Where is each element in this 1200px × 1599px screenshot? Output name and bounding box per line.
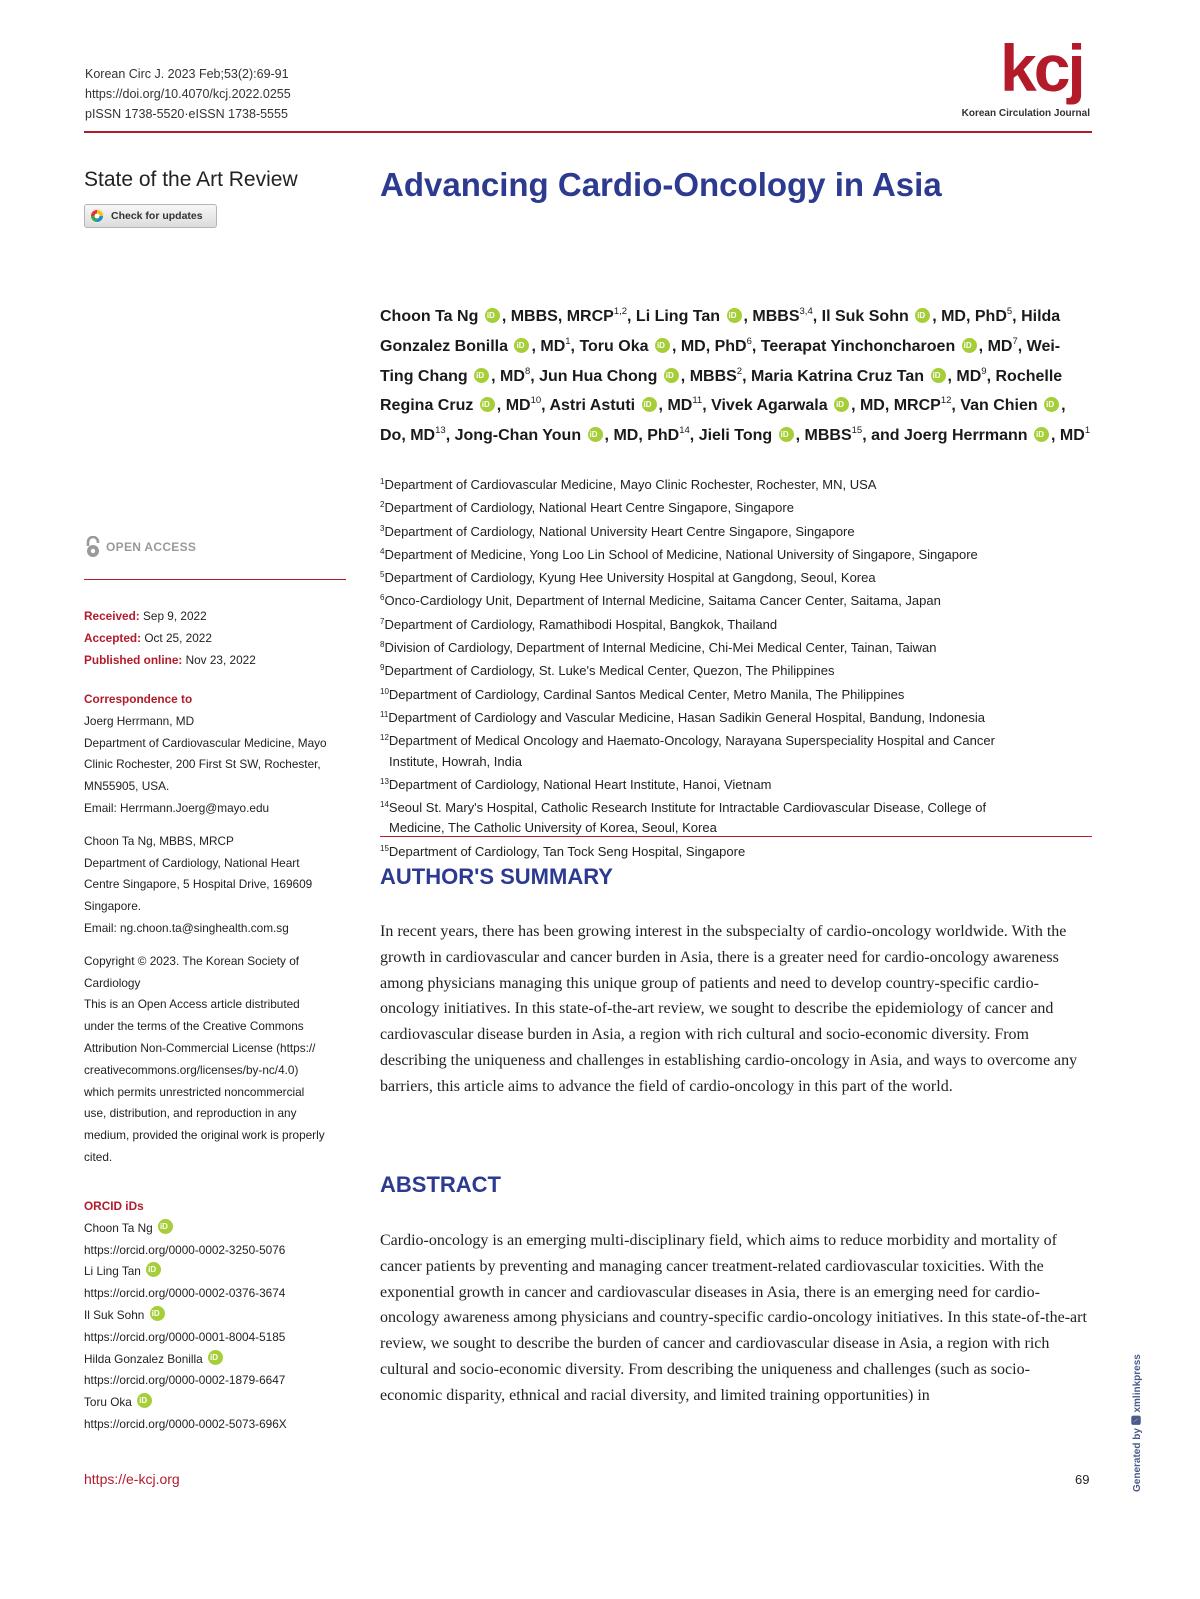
author-affiliation-sup: 14: [679, 425, 690, 437]
affiliation-number: 9: [380, 663, 385, 673]
orcid-icon[interactable]: [727, 308, 742, 323]
orcid-label: ORCID iDs: [84, 1199, 144, 1213]
author-affiliation-sup: 2: [736, 365, 743, 377]
orcid-link[interactable]: https://orcid.org/0000-0002-5073-696X: [84, 1416, 287, 1431]
header-divider: [84, 131, 1092, 133]
author-affiliation-sup: 7: [1012, 335, 1018, 347]
orcid-link[interactable]: https://orcid.org/0000-0002-3250-5076: [84, 1242, 286, 1257]
affiliation-text: Department of Medicine, Yong Loo Lin School of Medicine, National University of Singapore, Singapore: [384, 546, 978, 562]
article-dates: [84, 606, 359, 671]
corr1-address-line: MN55905, USA.: [84, 779, 170, 794]
author-degree: , MD: [658, 397, 693, 415]
check-updates-label: Check for updates: [111, 210, 203, 222]
author-name: Maria Katrina Cruz Tan: [750, 367, 925, 385]
affiliation-text: Department of Cardiology, National Heart Centre Singapore, Singapore: [384, 500, 794, 516]
author-name: Jieli Tong: [698, 427, 773, 445]
corr2-address-line: Singapore.: [84, 899, 142, 914]
orcid-author-name: Hilda Gonzalez Bonilla: [84, 1351, 203, 1366]
affiliation-text: Department of Cardiology, Tan Tock Seng Hospital, Singapore: [388, 843, 746, 859]
author-name: Van Chien: [960, 397, 1038, 415]
author-separator: ,: [627, 308, 636, 325]
journal-url[interactable]: https://e-kcj.org: [84, 1471, 180, 1487]
author-separator: ,: [541, 397, 550, 415]
affiliation-item: [380, 795, 1092, 839]
article-type: State of the Art Review: [84, 168, 298, 191]
author-separator: ,: [1017, 337, 1027, 355]
affiliation-number: 13: [380, 776, 389, 786]
abstract-text: Cardio-oncology is an emerging multi-disciplinary field, which aims to reduce morbidity and mortality of cancer patients by preventing and managing cancer treatment-related cardiovascular toxicities. With the exponential growth in cancer and cardiovascular diseases in Asia, there is an emerging need for cardio-oncology awareness among physicians and country-specific cardio-oncology initiatives. In this state-of-the-art review, we sought to describe the burden of cancer and cardiovascular disease in Asia, a region with rich cultural and socio-economic diversity. From describing the uniqueness and challenges (such as socio-economic disparity, ethnical and racial diversity, and limited training opportunities) in: [380, 1232, 1087, 1404]
corr2-email[interactable]: Email: ng.choon.ta@singhealth.com.sg: [84, 920, 289, 935]
orcid-icon[interactable]: [834, 397, 849, 412]
author-name: Hilda Gonzalez Bonilla: [380, 308, 1061, 355]
author-affiliation-sup: 8: [524, 365, 531, 377]
affiliation-number: 14: [380, 800, 389, 810]
crossmark-icon: [89, 208, 105, 224]
open-access-badge: [84, 536, 196, 558]
license-line: medium, provided the original work is properly: [84, 1128, 325, 1143]
author-name: Teerapat Yinchoncharoen: [760, 337, 956, 355]
affiliation-number: 5: [380, 570, 385, 580]
author-separator: ,: [702, 397, 712, 415]
orcid-author-name: Li Ling Tan: [84, 1264, 141, 1279]
orcid-author-name: Toru Oka: [84, 1395, 132, 1410]
license-line: Attribution Non-Commercial License (https://: [84, 1040, 316, 1055]
author-name: Li Ling Tan: [635, 308, 721, 325]
author-name: Rochelle Regina Cruz: [380, 367, 1063, 415]
corr2-name: Choon Ta Ng, MBBS, MRCP: [84, 833, 234, 848]
author-affiliation-sup: 3,4: [799, 306, 813, 317]
doi-link[interactable]: https://doi.org/10.4070/kcj.2022.0255: [85, 87, 291, 101]
author-degree: , Do, MD: [380, 397, 1066, 445]
author-separator: ,: [812, 308, 822, 325]
affiliation-text: Seoul St. Mary's Hospital, Catholic Research Institute for Intractable Cardiovascular Disease, College of: [388, 800, 987, 816]
affiliation-item: [380, 728, 1092, 772]
orcid-icon[interactable]: [664, 368, 679, 383]
author-degree: , MBBS, MRCP: [501, 308, 614, 325]
generator-text: Generated by 🆇 xmlinkpress: [1132, 1354, 1143, 1492]
author-separator: ,: [689, 427, 699, 445]
journal-name: Korean Circulation Journal: [961, 108, 1090, 119]
author-separator: ,: [986, 367, 996, 385]
orcid-icon[interactable]: [655, 338, 670, 353]
author-name: Vivek Agarwala: [711, 397, 828, 415]
affiliation-item: [380, 565, 1092, 588]
author-separator: ,: [445, 427, 455, 445]
author-affiliation-sup: 12: [940, 395, 952, 407]
author-degree: , MD: [1051, 427, 1085, 445]
generator-mark: [1128, 1354, 1144, 1492]
affiliation-number: 8: [380, 640, 385, 650]
author-degree: , MD: [947, 367, 982, 385]
affiliation-number: 10: [380, 686, 389, 696]
author-name: Astri Astuti: [549, 397, 636, 415]
correspondence: [84, 689, 359, 1169]
author-affiliation-sup: 10: [530, 395, 542, 407]
license-line: cited.: [84, 1149, 113, 1164]
affiliation-item: [380, 588, 1092, 611]
orcid-icon[interactable]: [915, 308, 930, 323]
orcid-icon[interactable]: [208, 1350, 223, 1365]
orcid-icon[interactable]: [146, 1262, 161, 1277]
sidebar-divider: [84, 579, 346, 580]
orcid-icon[interactable]: [779, 427, 794, 442]
received-label: Received:: [84, 609, 140, 623]
affiliation-text: Department of Cardiology, National University Heart Centre Singapore, Singapore: [384, 523, 855, 539]
affiliation-item: [380, 705, 1092, 728]
author-degree: , MD, PhD: [671, 337, 747, 355]
affiliation-number: 12: [380, 733, 389, 743]
published-label: Published online:: [84, 652, 183, 667]
affiliation-text: Department of Cardiology and Vascular Medicine, Hasan Sadikin General Hospital, Bandung, Indonesia: [388, 709, 985, 725]
article-title: Advancing Cardio-Oncology in Asia: [380, 166, 942, 203]
citation: Korean Circ J. 2023 Feb;53(2):69-91: [85, 67, 289, 81]
author-degree: , MD: [491, 367, 525, 385]
affiliation-item: [380, 635, 1092, 658]
affiliation-text: Department of Cardiology, Ramathibodi Hospital, Bangkok, Thailand: [384, 616, 778, 632]
affiliation-text-continued: Institute, Howrah, India: [389, 753, 522, 769]
orcid-icon[interactable]: [150, 1306, 165, 1321]
author-separator: ,: [530, 367, 540, 385]
author-degree: , MD: [978, 337, 1013, 355]
license-line: use, distribution, and reproduction in any: [84, 1106, 297, 1121]
author-name: Il Suk Sohn: [821, 308, 909, 325]
author-name: and Joerg Herrmann: [871, 427, 1028, 445]
affiliation-item: [380, 772, 1092, 795]
author-affiliation-sup: 15: [851, 425, 863, 437]
page-number: 69: [1075, 1472, 1090, 1487]
affiliation-text: Department of Cardiology, National Heart Institute, Hanoi, Vietnam: [388, 776, 772, 792]
orcid-icon[interactable]: [480, 397, 495, 412]
orcid-author-name: Choon Ta Ng: [84, 1220, 153, 1235]
check-updates-button[interactable]: [84, 204, 217, 228]
author-separator: ,: [862, 427, 872, 445]
received-date: Sep 9, 2022: [143, 609, 207, 623]
affiliation-text: Department of Cardiology, Cardinal Santos Medical Center, Metro Manila, The Philippines: [388, 686, 905, 702]
author-affiliation-sup: 9: [981, 365, 987, 377]
authors-summary-text: In recent years, there has been growing interest in the subspecialty of cardio-oncology worldwide. With the growth in cardiovascular and cancer burden in Asia, there is a greater need for cardio-oncology awareness among physicians managing this unique group of patients and need to develop country-specific cardio-oncology initiatives. In this state-of-the-art review, we sought to describe the epidemiology of cancer and cardiovascular disease burden in Asia, a region with rich cultural and socio-economic diversity. From describing the uniqueness and challenges in establishing cardio-oncology in Asia, and ways to overcome any barriers, this article aims to advance the field of cardio-oncology in this part of the world.: [380, 923, 1078, 1095]
issn: pISSN 1738-5520·eISSN 1738-5555: [85, 107, 288, 121]
corr1-address-line: Department of Cardiovascular Medicine, Mayo: [84, 735, 327, 750]
orcid-link[interactable]: https://orcid.org/0000-0002-0376-3674: [84, 1286, 286, 1301]
published-date: Nov 23, 2022: [185, 652, 256, 667]
license-line: creativecommons.org/licenses/by-nc/4.0): [84, 1062, 299, 1077]
author-degree: , MD: [531, 337, 566, 355]
affiliation-item: [380, 682, 1092, 705]
orcid-icon[interactable]: [474, 368, 489, 383]
affiliation-text: Department of Cardiovascular Medicine, Mayo Clinic Rochester, Rochester, MN, USA: [384, 477, 877, 492]
journal-logo: [961, 31, 1100, 120]
orcid-icon[interactable]: [588, 427, 603, 442]
orcid-icon[interactable]: [514, 338, 529, 353]
authors-summary-heading: AUTHOR'S SUMMARY: [380, 864, 613, 889]
author-degree: , MD, PhD: [604, 427, 680, 445]
open-access-label: OPEN ACCESS: [106, 540, 197, 554]
copyright-line: Copyright © 2023. The Korean Society of: [84, 953, 300, 968]
license-line: under the terms of the Creative Commons: [84, 1019, 304, 1034]
author-affiliation-sup: 11: [692, 395, 703, 407]
author-affiliation-sup: 1: [565, 335, 571, 347]
logo-text: kcj: [1000, 31, 1083, 105]
orcid-link[interactable]: https://orcid.org/0000-0001-8004-5185: [84, 1329, 286, 1344]
author-degree: , MBBS: [680, 367, 737, 385]
affiliation-text: Department of Medical Oncology and Haemato-Oncology, Narayana Superspeciality Hospital and Cancer: [388, 733, 995, 749]
affiliation-text: Department of Cardiology, St. Luke's Medical Center, Quezon, The Philippines: [384, 663, 835, 679]
affiliation-item: [380, 612, 1092, 635]
orcid-icon[interactable]: [1044, 397, 1059, 412]
affiliation-item: [380, 495, 1092, 518]
corr1-address-line: Clinic Rochester, 200 First St SW, Rochester,: [84, 757, 321, 772]
corr1-name: Joerg Herrmann, MD: [84, 713, 195, 728]
affiliation-item: [380, 519, 1092, 542]
affiliation-text: Department of Cardiology, Kyung Hee University Hospital at Gangdong, Seoul, Korea: [384, 570, 876, 586]
affiliation-number: 4: [380, 546, 385, 556]
orcid-icon[interactable]: [158, 1219, 173, 1234]
author-list: [380, 300, 1092, 449]
correspondence-label: Correspondence to: [84, 692, 193, 706]
license-line: This is an Open Access article distributed: [84, 997, 300, 1012]
affiliation-number: 6: [380, 593, 385, 603]
affiliation-number: 15: [380, 843, 389, 853]
author-affiliation-sup: 1,2: [613, 306, 628, 317]
corr1-email[interactable]: Email: Herrmann.Joerg@mayo.edu: [84, 800, 270, 815]
affiliation-text: Division of Cardiology, Department of Internal Medicine, Chi-Mei Medical Center, Tainan, Taiwan: [384, 640, 937, 656]
author-name: Jun Hua Chong: [539, 367, 658, 385]
author-degree: , MD: [496, 397, 531, 415]
affiliation-number: 3: [380, 523, 385, 533]
orcid-icon[interactable]: [642, 397, 657, 412]
orcid-link[interactable]: https://orcid.org/0000-0002-1879-6647: [84, 1373, 286, 1388]
author-name: Wei-Ting Chang: [380, 337, 1061, 385]
orcid-icon[interactable]: [485, 308, 500, 323]
author-name: Choon Ta Ng: [380, 308, 479, 325]
author-separator: ,: [1012, 308, 1022, 325]
author-affiliation-sup: 1: [1084, 425, 1091, 437]
orcid-icon[interactable]: [1034, 427, 1049, 442]
affiliation-number: 11: [380, 709, 389, 719]
affiliation-text: Onco-Cardiology Unit, Department of Internal Medicine, Saitama Cancer Center, Saitama, Japan: [384, 593, 941, 609]
author-separator: ,: [742, 367, 751, 385]
section-divider: [380, 836, 1092, 837]
copyright-line: Cardiology: [84, 975, 141, 990]
author-degree: , MD, MRCP: [851, 397, 941, 415]
open-lock-icon: [84, 536, 102, 558]
author-separator: ,: [751, 337, 761, 355]
orcid-icon[interactable]: [137, 1393, 152, 1408]
accepted-label: Accepted:: [84, 630, 142, 645]
affiliation-text-continued: Medicine, The Catholic University of Korea, Seoul, Korea: [389, 820, 717, 836]
orcid-section: [84, 1196, 359, 1436]
affiliation-item: [380, 839, 1092, 862]
orcid-author-name: Il Suk Sohn: [84, 1307, 145, 1322]
author-name: Jong-Chan Youn: [454, 427, 582, 445]
affiliation-number: 2: [380, 500, 385, 510]
author-affiliation-sup: 13: [435, 425, 446, 437]
affiliation-number: 1: [380, 477, 385, 486]
abstract-heading: ABSTRACT: [380, 1172, 501, 1197]
affiliation-list: [380, 472, 1092, 862]
author-degree: , MBBS: [743, 308, 800, 325]
orcid-icon[interactable]: [931, 368, 946, 383]
author-degree: , MBBS: [795, 427, 852, 445]
accepted-date: Oct 25, 2022: [144, 630, 212, 645]
author-affiliation-sup: 6: [746, 335, 752, 347]
affiliation-number: 7: [380, 616, 385, 626]
license-line: which permits unrestricted noncommercial: [84, 1084, 305, 1099]
affiliation-item: [380, 542, 1092, 565]
author-separator: ,: [951, 397, 961, 415]
author-separator: ,: [570, 337, 580, 355]
author-degree: , MD, PhD: [932, 308, 1007, 325]
corr2-address-line: Department of Cardiology, National Heart: [84, 855, 300, 870]
affiliation-item: [380, 658, 1092, 681]
author-name: Toru Oka: [579, 337, 649, 355]
orcid-icon[interactable]: [962, 338, 977, 353]
corr2-address-line: Centre Singapore, 5 Hospital Drive, 169609: [84, 877, 313, 892]
citation-block: [85, 64, 291, 124]
affiliation-item: [380, 472, 1092, 495]
author-affiliation-sup: 5: [1006, 306, 1013, 317]
